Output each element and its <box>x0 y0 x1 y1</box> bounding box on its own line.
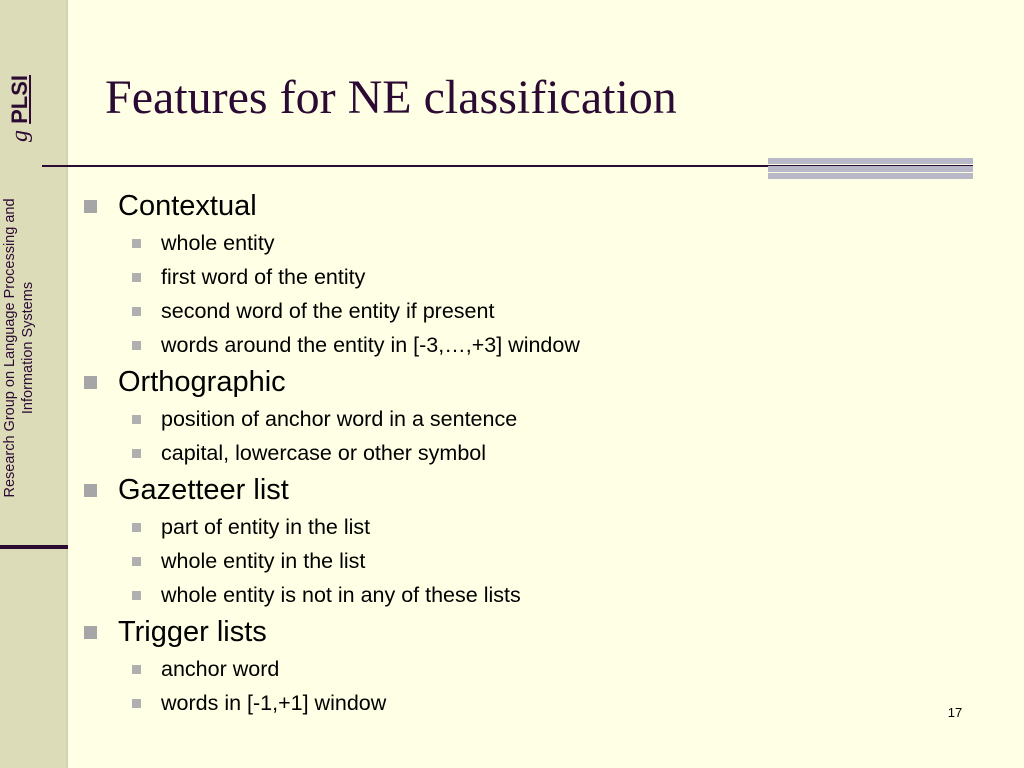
accent-bar <box>768 166 973 172</box>
sub-bullet <box>132 226 980 260</box>
square-bullet-icon <box>84 200 97 213</box>
accent-bars <box>768 158 973 179</box>
sub-bullet <box>132 686 980 720</box>
bullet-label: Orthographic <box>118 365 286 398</box>
small-square-bullet-icon <box>132 591 141 600</box>
bullet-gazetteer-list <box>80 470 980 510</box>
slide-content <box>80 186 980 720</box>
bullet-label: Gazetteer list <box>118 473 289 506</box>
research-group-line-2: Information Systems <box>20 281 36 415</box>
sub-bullet <box>132 510 980 544</box>
sub-bullet-text: words in [-1,+1] window <box>161 690 387 715</box>
sub-bullet-text: second word of the entity if present <box>161 298 495 323</box>
logo-g: g <box>7 130 33 142</box>
sub-bullet <box>132 402 980 436</box>
accent-bar <box>768 173 973 179</box>
small-square-bullet-icon <box>132 523 141 532</box>
accent-bar <box>768 158 973 164</box>
slide-title: Features for NE classification <box>105 71 677 124</box>
small-square-bullet-icon <box>132 273 141 282</box>
small-square-bullet-icon <box>132 341 141 350</box>
sub-bullet-text: part of entity in the list <box>161 514 371 539</box>
research-group-line-1: Research Group on Language Processing and <box>2 198 18 498</box>
sub-bullet-text: words around the entity in [-3,…,+3] window <box>161 332 580 357</box>
sub-bullet <box>132 652 980 686</box>
research-group-label <box>1 168 37 528</box>
sidebar-edge <box>66 0 68 768</box>
sub-bullet-text: anchor word <box>161 656 280 681</box>
bullet-trigger-lists <box>80 612 980 652</box>
small-square-bullet-icon <box>132 665 141 674</box>
bullet-label: Trigger lists <box>118 615 267 648</box>
small-square-bullet-icon <box>132 449 141 458</box>
sub-bullet <box>132 578 980 612</box>
square-bullet-icon <box>84 626 97 639</box>
small-square-bullet-icon <box>132 415 141 424</box>
sidebar <box>0 0 68 768</box>
sub-bullet-text: position of anchor word in a sentence <box>161 406 518 431</box>
page-number: 17 <box>947 705 963 720</box>
sub-bullet <box>132 544 980 578</box>
bullet-contextual <box>80 186 980 226</box>
bullet-label: Contextual <box>118 189 257 222</box>
sidebar-divider <box>0 545 68 549</box>
small-square-bullet-icon <box>132 557 141 566</box>
plsi-logo <box>7 75 34 142</box>
small-square-bullet-icon <box>132 307 141 316</box>
sub-bullet-text: first word of the entity <box>161 264 366 289</box>
square-bullet-icon <box>84 484 97 497</box>
square-bullet-icon <box>84 376 97 389</box>
bullet-orthographic <box>80 362 980 402</box>
sub-bullet-text: whole entity <box>161 230 275 255</box>
sub-bullet <box>132 436 980 470</box>
sub-bullet-text: capital, lowercase or other symbol <box>161 440 487 465</box>
sub-bullet <box>132 328 980 362</box>
sub-bullet-text: whole entity is not in any of these lists <box>161 582 521 607</box>
sub-bullet <box>132 294 980 328</box>
small-square-bullet-icon <box>132 699 141 708</box>
small-square-bullet-icon <box>132 239 141 248</box>
sub-bullet-text: whole entity in the list <box>161 548 366 573</box>
sub-bullet <box>132 260 980 294</box>
logo-plsi: PLSI <box>7 74 32 124</box>
